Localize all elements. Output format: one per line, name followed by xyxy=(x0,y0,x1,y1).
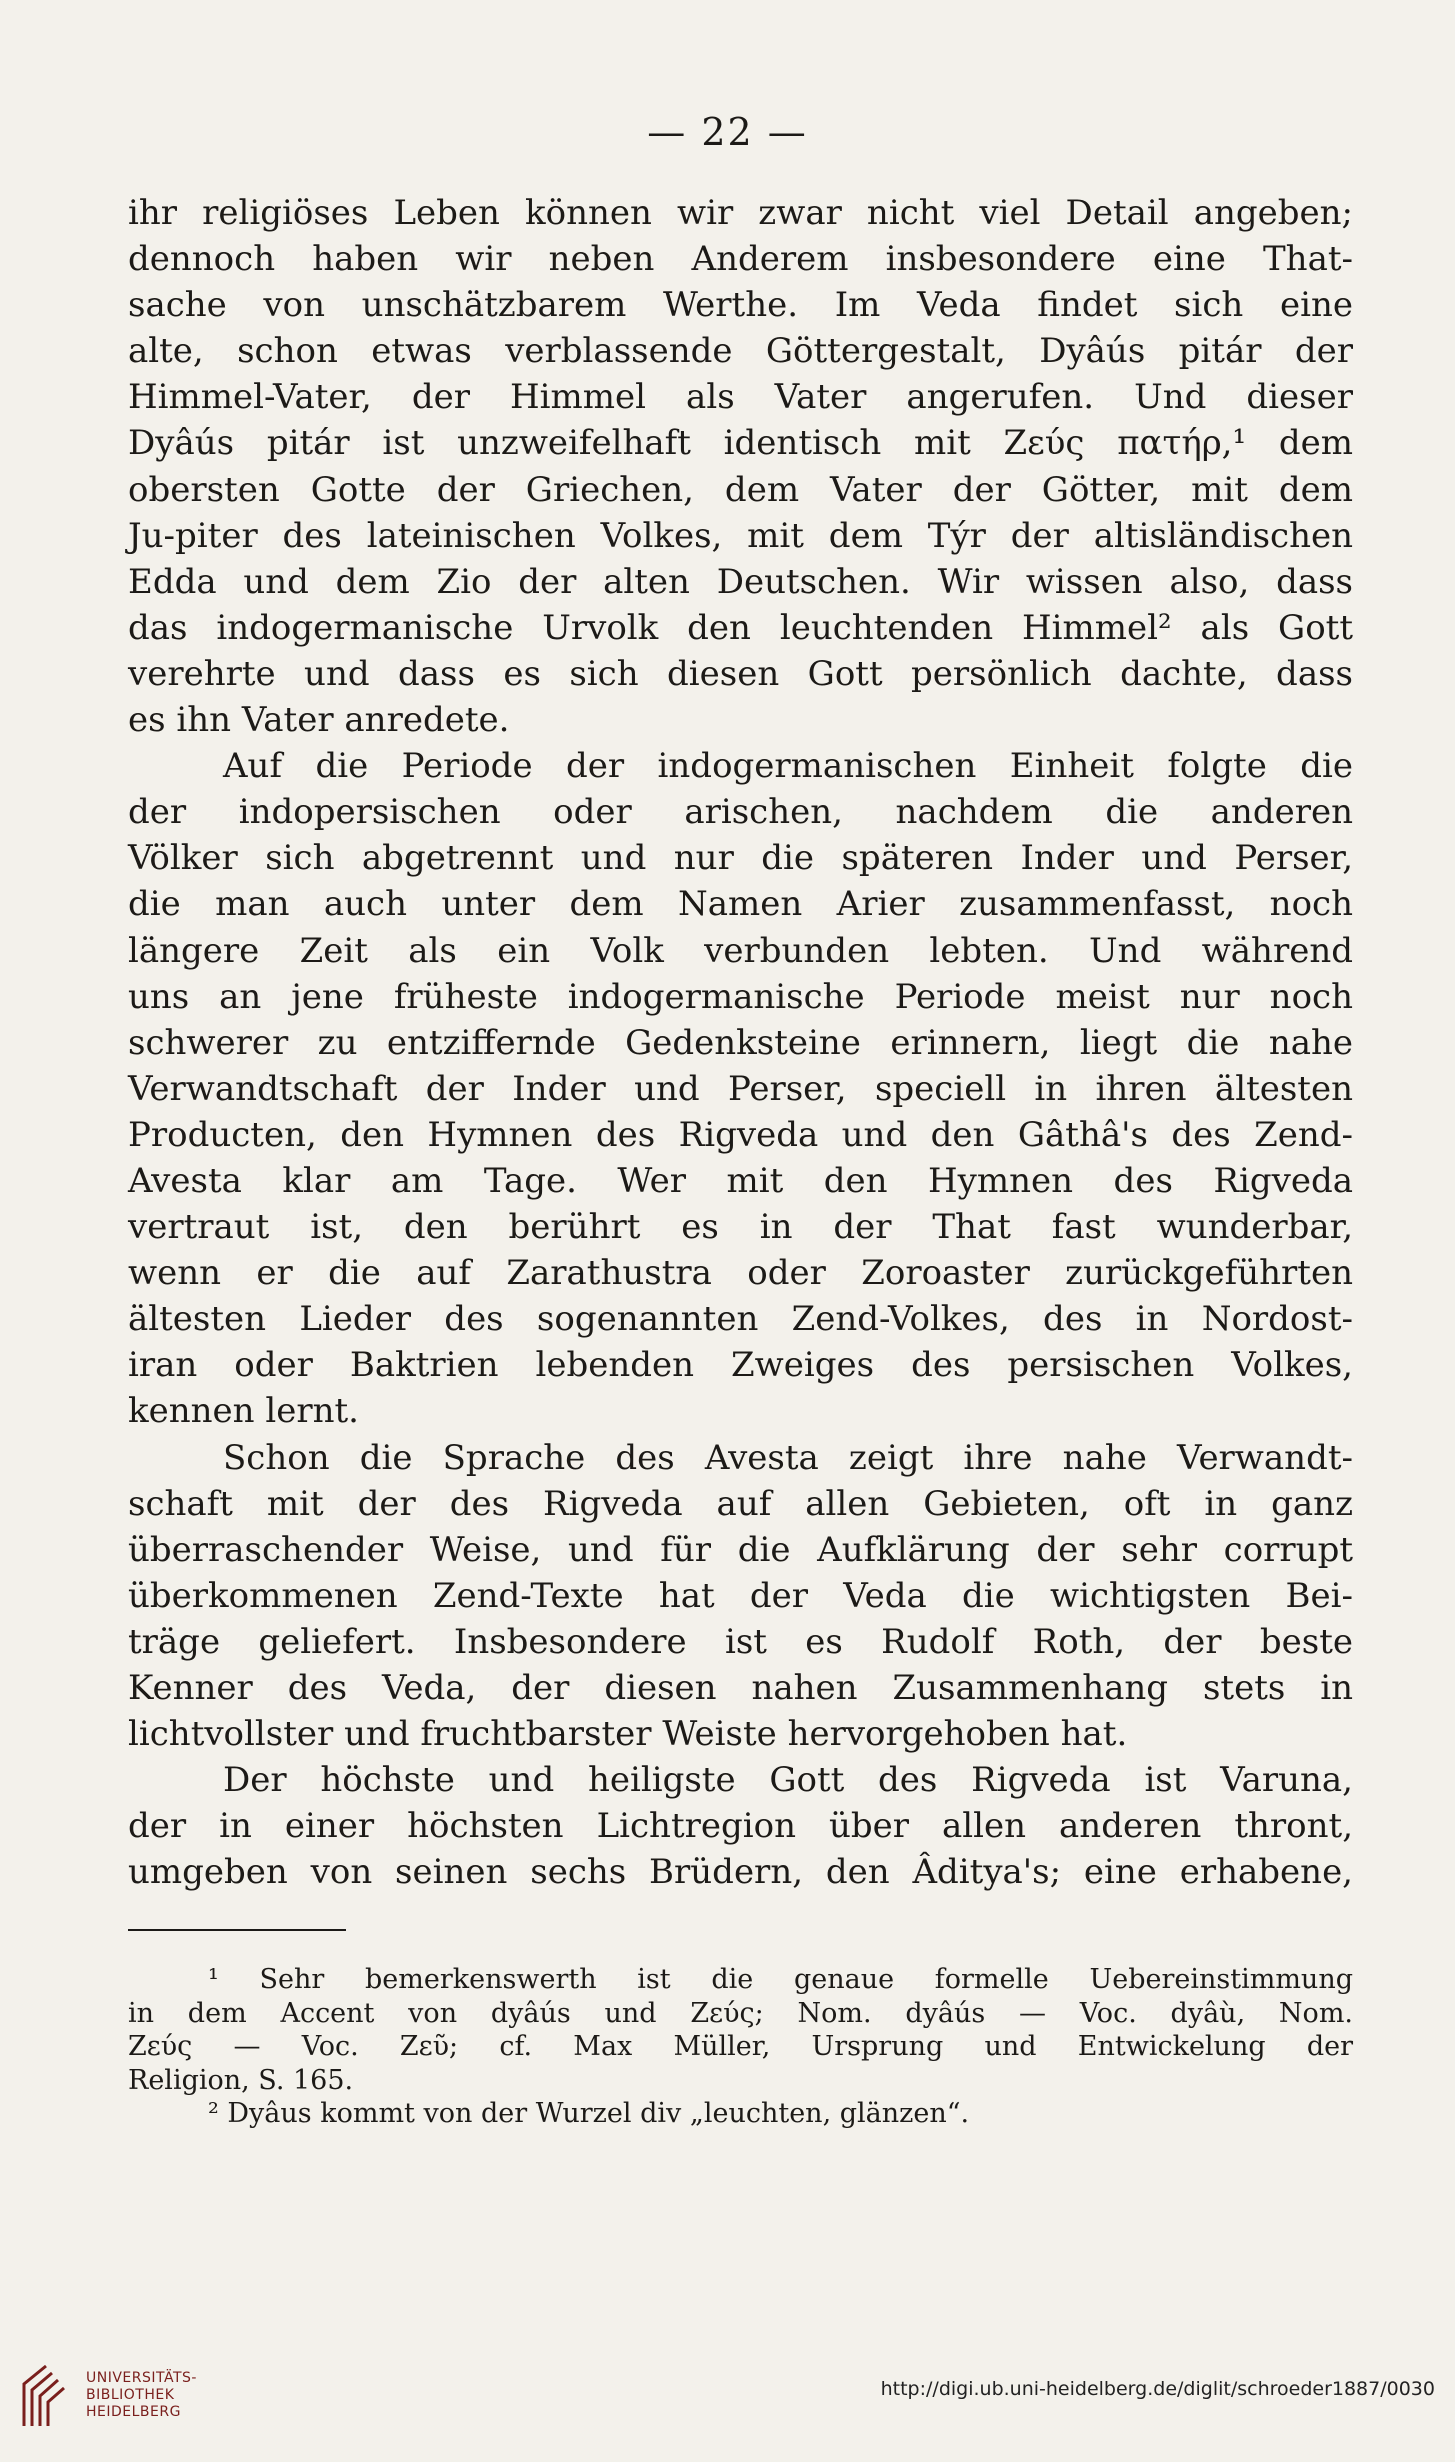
body-line: längere Zeit als ein Volk verbunden lebten. Und während xyxy=(128,930,1353,971)
page-number: — 22 — xyxy=(647,110,808,154)
body-line: dennoch haben wir neben Anderem insbesondere eine That- xyxy=(128,239,1353,280)
body-line: Producten, den Hymnen des Rigveda und den Gâthâ's des Zend- xyxy=(128,1114,1353,1155)
footnotes xyxy=(128,1963,1353,2131)
library-name-line: BIBLIOTHEK xyxy=(86,2387,175,2403)
library-name-line: HEIDELBERG xyxy=(86,2404,181,2420)
body-line: wenn er die auf Zarathustra oder Zoroaster zurückgeführten xyxy=(128,1253,1353,1294)
body-line: Auf die Periode der indogermanischen Einheit folgte die xyxy=(223,746,1353,787)
library-logo-icon xyxy=(16,2360,78,2430)
body-line: Kenner des Veda, der diesen nahen Zusammenhang stets in xyxy=(128,1668,1353,1708)
body-line: obersten Gotte der Griechen, dem Vater der Götter, mit dem xyxy=(128,469,1353,510)
body-line: iran oder Baktrien lebenden Zweiges des persischen Volkes, xyxy=(128,1345,1353,1386)
body-line: ihr religiöses Leben können wir zwar nicht viel Detail angeben; xyxy=(128,193,1353,233)
body-line: Verwandtschaft der Inder und Perser, speciell in ihren ältesten xyxy=(128,1068,1353,1109)
body-line: Der höchste und heiligste Gott des Rigveda ist Varuna, xyxy=(223,1760,1353,1801)
body-line: verehrte und dass es sich diesen Gott persönlich dachte, dass xyxy=(128,653,1353,694)
body-line: Ju-piter des lateinischen Volkes, mit dem Týr der altisländischen xyxy=(128,515,1353,556)
footnote-line: in dem Accent von dyâús und Ζεύς; Nom. dyâús — Voc. dyâù, Nom. xyxy=(128,1997,1353,2029)
library-name xyxy=(86,2370,197,2421)
body-line: schwerer zu entziffernde Gedenksteine erinnern, liegt die nahe xyxy=(128,1022,1353,1063)
body-line: umgeben von seinen sechs Brüdern, den Âditya's; eine erhabene, xyxy=(128,1852,1353,1893)
footnote-line: ¹ Sehr bemerkenswerth ist die genaue formelle Uebereinstimmung xyxy=(208,1964,1353,1995)
body-line: Edda und dem Zio der alten Deutschen. Wir wissen also, dass xyxy=(128,561,1353,602)
footnote-line: ² Dyâus kommt von der Wurzel div „leuchten, glänzen“. xyxy=(208,2098,970,2129)
body-line: der in einer höchsten Lichtregion über allen anderen thront, xyxy=(128,1806,1353,1847)
body-line: lichtvollster und fruchtbarster Weiste hervorgehoben hat. xyxy=(128,1714,1128,1755)
body-line: kennen lernt. xyxy=(128,1391,359,1432)
body-line: träge geliefert. Insbesondere ist es Rudolf Roth, der beste xyxy=(128,1621,1353,1662)
footnote-line: Ζεύς — Voc. Ζεῦ; cf. Max Müller, Ursprung und Entwickelung der xyxy=(128,2031,1353,2062)
body-line: vertraut ist, den berührt es in der That fast wunderbar, xyxy=(128,1207,1353,1248)
footnote-divider xyxy=(128,1929,346,1931)
body-line: Dyâús pitár ist unzweifelhaft identisch mit Ζεύς πατήρ,¹ dem xyxy=(128,423,1353,464)
library-name-line: UNIVERSITÄTS- xyxy=(86,2370,197,2386)
body-line: alte, schon etwas verblassende Göttergestalt, Dyâús pitár der xyxy=(128,331,1353,372)
body-line: Schon die Sprache des Avesta zeigt ihre nahe Verwandt- xyxy=(223,1437,1353,1478)
body-line: es ihn Vater anredete. xyxy=(128,700,510,741)
body-line: überkommenen Zend-Texte hat der Veda die wichtigsten Bei- xyxy=(128,1575,1353,1616)
body-line: Avesta klar am Tage. Wer mit den Hymnen des Rigveda xyxy=(128,1160,1353,1201)
body-text xyxy=(128,190,1353,1895)
body-line: uns an jene früheste indogermanische Periode meist nur noch xyxy=(128,976,1353,1017)
footnote-line: Religion, S. 165. xyxy=(128,2064,354,2096)
source-url[interactable]: http://digi.ub.uni-heidelberg.de/diglit/schroeder1887/0030 xyxy=(880,2378,1435,2400)
body-line: sache von unschätzbarem Werthe. Im Veda findet sich eine xyxy=(128,285,1353,326)
body-line: die man auch unter dem Namen Arier zusammenfasst, noch xyxy=(128,884,1353,925)
body-line: Völker sich abgetrennt und nur die späteren Inder und Perser, xyxy=(128,838,1353,879)
body-line: Himmel-Vater, der Himmel als Vater angerufen. Und dieser xyxy=(128,377,1353,418)
body-line: schaft mit der des Rigveda auf allen Gebieten, oft in ganz xyxy=(128,1483,1353,1524)
body-line: das indogermanische Urvolk den leuchtenden Himmel² als Gott xyxy=(128,607,1353,648)
body-line: überraschender Weise, und für die Aufklärung der sehr corrupt xyxy=(128,1529,1353,1570)
body-line: der indopersischen oder arischen, nachdem die anderen xyxy=(128,792,1353,833)
body-line: ältesten Lieder des sogenannten Zend-Volkes, des in Nordost- xyxy=(128,1299,1353,1340)
